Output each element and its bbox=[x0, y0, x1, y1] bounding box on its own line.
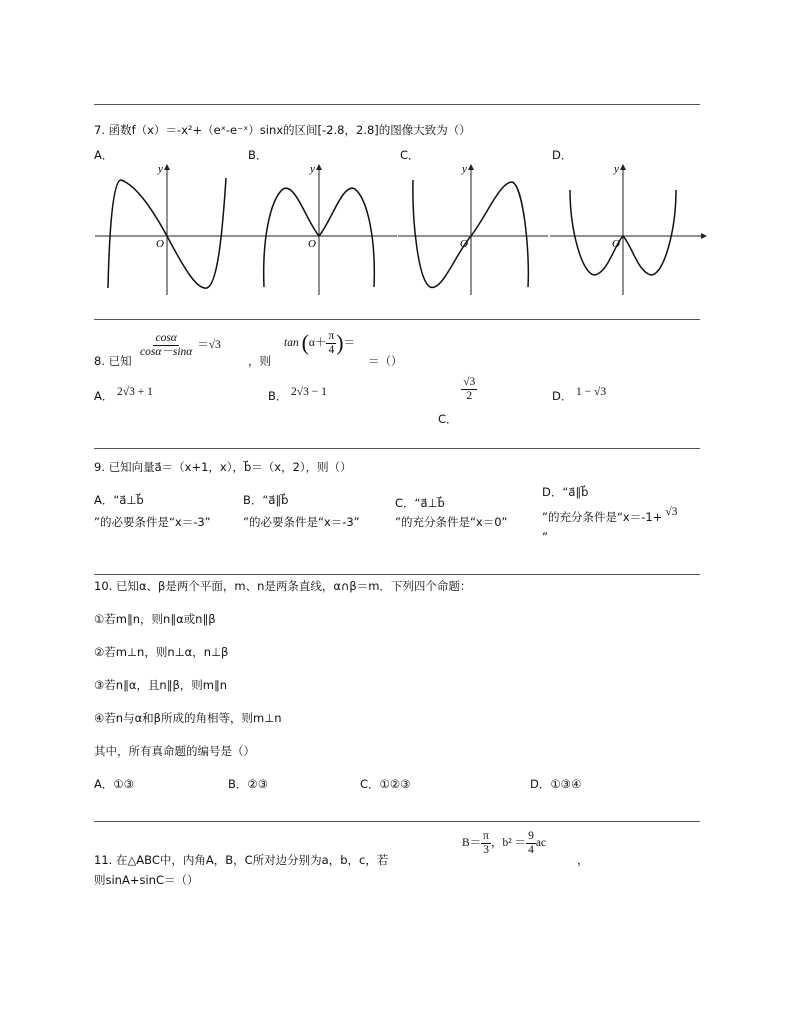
q8-option-a-label: A． bbox=[94, 389, 114, 403]
q9-option-b-top[interactable]: B．“a⃗∥b⃗ bbox=[243, 493, 289, 507]
q10-proposition-2: ②若m⊥n，则n⊥α，n⊥β bbox=[94, 645, 229, 659]
q10-proposition-3: ③若n∥α，且n∥β，则m∥n bbox=[94, 678, 228, 692]
q11-stem: 11. 在△ABC中，内角A，B，C所对边分别为a，b，c，若 bbox=[94, 853, 389, 867]
graph-b-origin: O bbox=[308, 238, 316, 250]
q11-condition bbox=[462, 830, 546, 856]
q11-line2: 则sinA+sinC＝（） bbox=[94, 873, 199, 887]
q11-cond-b: B＝ bbox=[462, 836, 482, 849]
q8-option-c-label: C． bbox=[438, 411, 458, 426]
q8-option-d-label: D． bbox=[552, 389, 573, 403]
q11-cond-b2: ，b² ＝ bbox=[490, 836, 527, 849]
q7-graphs bbox=[0, 0, 794, 320]
q8-paren: ＝（） bbox=[368, 354, 403, 368]
q9-option-c-bottom: ”的充分条件是“x＝0” bbox=[395, 515, 508, 529]
q7-option-c[interactable]: C． bbox=[400, 148, 420, 162]
q11-ac: ac bbox=[535, 836, 547, 849]
q10-option-b[interactable]: B．②③ bbox=[228, 777, 269, 791]
q11-nine: 9 bbox=[528, 830, 534, 842]
q8-tan-pi: π bbox=[328, 330, 335, 343]
q8-option-a[interactable] bbox=[94, 386, 153, 405]
q10-option-a[interactable]: A．①③ bbox=[94, 777, 134, 791]
q11-comma: ， bbox=[577, 853, 589, 867]
q10-option-d[interactable]: D．①③④ bbox=[530, 777, 582, 791]
q8-eq-sqrt3: ＝√3 bbox=[197, 338, 221, 351]
q8-option-c-den: 2 bbox=[466, 389, 473, 402]
q9-option-d-sqrt: √3 bbox=[665, 506, 678, 518]
q10-stem: 10. 已知α、β是两个平面，m、n是两条直线，α∩β＝m．下列四个命题： bbox=[94, 579, 472, 593]
q8-alpha-plus: α＋ bbox=[308, 336, 327, 349]
q7-option-d[interactable]: D． bbox=[552, 148, 573, 162]
q8-tan-four: 4 bbox=[328, 343, 335, 356]
q9-option-c-top[interactable]: C．“a⃗⊥b⃗ bbox=[395, 496, 445, 510]
q8-prefix: 8. 已知 bbox=[94, 354, 132, 368]
q7-option-b[interactable]: B． bbox=[248, 148, 268, 162]
q8-tan-word: tan bbox=[284, 336, 299, 349]
q9-option-d-bottom bbox=[542, 506, 678, 526]
q8-option-b[interactable] bbox=[268, 386, 327, 405]
q9-option-d-top[interactable]: D．“a⃗∥b⃗ bbox=[542, 485, 589, 499]
q8-option-b-value: 2√3 − 1 bbox=[291, 386, 327, 398]
divider-q8 bbox=[94, 448, 700, 449]
divider-q10 bbox=[94, 821, 700, 822]
graph-c-y-label: y bbox=[462, 163, 467, 175]
q11-pi: π bbox=[483, 830, 489, 842]
graph-c[interactable] bbox=[398, 163, 548, 295]
q8-option-a-value: 2√3 + 1 bbox=[117, 386, 153, 398]
q11-four: 4 bbox=[528, 843, 534, 856]
q8-option-d-value: 1 − √3 bbox=[576, 386, 607, 398]
q9-option-a-top[interactable]: A．“a⃗⊥b⃗ bbox=[94, 493, 144, 507]
q8-then: ，则 bbox=[248, 354, 271, 368]
q8-frac-num: cosα bbox=[155, 332, 177, 344]
graph-b-y-label: y bbox=[310, 163, 315, 175]
q8-option-c-num: √3 bbox=[463, 376, 476, 388]
q10-proposition-4: ④若n与α和β所成的角相等，则m⊥n bbox=[94, 711, 282, 725]
graph-d-y-label: y bbox=[614, 163, 619, 175]
graph-a-origin: O bbox=[156, 238, 164, 250]
graph-b[interactable] bbox=[248, 163, 397, 295]
q8-option-d[interactable] bbox=[552, 386, 607, 405]
q9-stem: 9. 已知向量a⃗＝（x+1，x），b⃗＝（x，2），则（） bbox=[94, 460, 352, 474]
graph-c-origin: O bbox=[460, 238, 468, 250]
q10-option-c[interactable]: C．①②③ bbox=[360, 777, 411, 791]
divider-q9 bbox=[94, 574, 700, 575]
q8-fraction bbox=[138, 332, 221, 358]
q7-stem: 7. 函数f（x）＝-x²+（eˣ-e⁻ˣ）sinx的区间[-2.8，2.8]的图像大致为（） bbox=[94, 123, 471, 137]
graph-a-y-label: y bbox=[158, 163, 163, 175]
q8-option-c[interactable] bbox=[438, 376, 477, 426]
q7-option-a[interactable]: A． bbox=[94, 148, 114, 162]
q9-option-d-text: ”的充分条件是“x＝-1+ bbox=[542, 510, 663, 524]
q8-frac-den: cosα－sinα bbox=[140, 345, 193, 358]
q10-ask: 其中，所有真命题的编号是（） bbox=[94, 744, 255, 758]
q10-proposition-1: ①若m∥n，则n∥α或n∥β bbox=[94, 612, 216, 626]
graph-a[interactable] bbox=[95, 163, 250, 295]
q9-option-b-bottom: ”的必要条件是“x＝-3” bbox=[243, 515, 360, 529]
graph-d-origin: O bbox=[612, 238, 620, 250]
q11-three: 3 bbox=[483, 843, 489, 856]
graph-d[interactable] bbox=[550, 163, 706, 295]
q8-tan-equals: ＝ bbox=[343, 336, 356, 349]
q9-option-d-end: ” bbox=[542, 530, 548, 544]
q8-option-b-label: B． bbox=[268, 389, 288, 403]
q8-tan-expr: tan (α＋ $\frac{\pi}{4}$ )＝ bbox=[284, 330, 356, 356]
q9-option-a-bottom: ”的必要条件是“x＝-3” bbox=[94, 515, 211, 529]
